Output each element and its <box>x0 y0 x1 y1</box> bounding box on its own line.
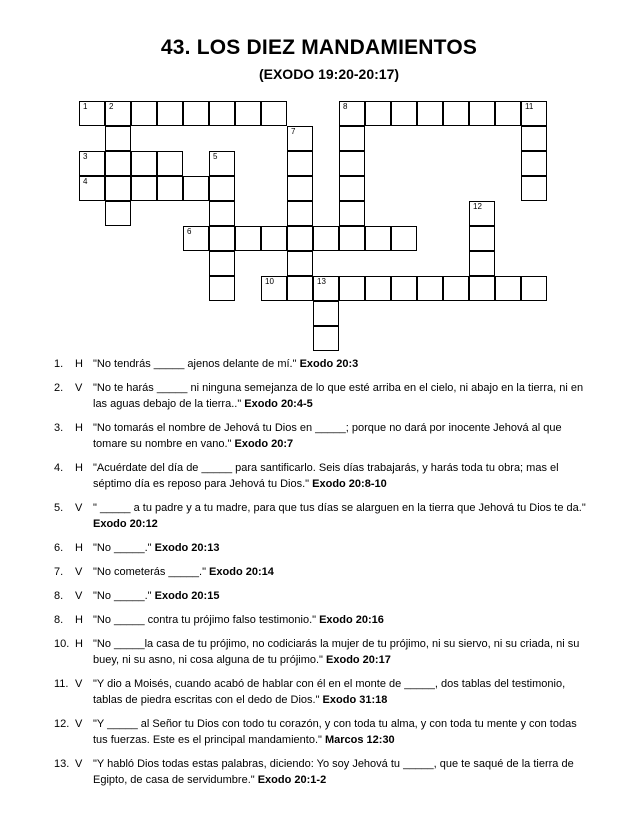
crossword-cell[interactable] <box>105 151 131 176</box>
clue-item <box>54 356 594 372</box>
crossword-cell[interactable] <box>131 151 157 176</box>
clue-text: "Y dio a Moisés, cuando acabó de hablar con él en el monte de _____, dos tablas del testimonio, tablas de piedra escritas con el dedo de Dios." <box>93 678 566 706</box>
crossword-cell[interactable] <box>105 176 131 201</box>
clue-item <box>54 500 594 532</box>
clue-direction: V <box>75 590 83 602</box>
crossword-cell[interactable] <box>495 276 521 301</box>
clue-reference: Exodo 20:17 <box>326 654 391 666</box>
clue-number: 4. <box>54 462 64 474</box>
crossword-cell[interactable] <box>287 201 313 226</box>
crossword-cell[interactable] <box>287 226 313 251</box>
clue-direction: V <box>75 758 83 770</box>
crossword-cell[interactable] <box>313 301 339 326</box>
crossword-cell[interactable] <box>79 101 105 126</box>
clue-number: 8. <box>54 590 64 602</box>
cell-number: 4 <box>83 177 88 186</box>
crossword-cell[interactable] <box>183 101 209 126</box>
clue-number: 5. <box>54 502 64 514</box>
cell-number: 11 <box>525 102 534 111</box>
crossword-cell[interactable] <box>287 276 313 301</box>
crossword-cell[interactable] <box>365 101 391 126</box>
crossword-cell[interactable] <box>339 101 365 126</box>
crossword-cell[interactable] <box>365 226 391 251</box>
crossword-cell[interactable] <box>391 101 417 126</box>
clue-number: 7. <box>54 566 64 578</box>
cell-number: 6 <box>187 227 192 236</box>
crossword-cell[interactable] <box>157 151 183 176</box>
clue-number: 12. <box>54 718 70 730</box>
crossword-cell[interactable] <box>495 101 521 126</box>
clue-number: 11. <box>54 678 69 690</box>
clue-item <box>54 612 594 628</box>
crossword-cell[interactable] <box>417 101 443 126</box>
clue-number: 1. <box>54 358 64 370</box>
cell-number: 3 <box>83 152 88 161</box>
crossword-cell[interactable] <box>105 201 131 226</box>
crossword-cell[interactable] <box>287 126 313 151</box>
clue-text: " _____ a tu padre y a tu madre, para que tus días se alarguen en la tierra que Jehová tu Dios te da." <box>93 502 586 514</box>
cell-number: 7 <box>291 127 296 136</box>
crossword-cell[interactable] <box>339 226 365 251</box>
clue-direction: H <box>75 638 83 650</box>
clue-text: "No cometerás _____." <box>93 566 210 578</box>
clue-direction: V <box>75 566 83 578</box>
clue-reference: Marcos 12:30 <box>324 734 395 746</box>
crossword-cell[interactable] <box>183 176 209 201</box>
cell-number: 8 <box>343 102 348 111</box>
clue-reference: Exodo 20:8-10 <box>312 478 387 490</box>
clue-item <box>54 380 594 412</box>
crossword-cell[interactable] <box>209 226 235 251</box>
clue-item <box>54 420 594 452</box>
clue-number: 10. <box>54 638 70 650</box>
clue-item <box>54 716 594 748</box>
clue-number: 8. <box>54 614 64 626</box>
crossword-grid <box>0 0 638 360</box>
crossword-cell[interactable] <box>79 176 105 201</box>
crossword-cell[interactable] <box>209 276 235 301</box>
cell-number: 5 <box>213 152 218 161</box>
cell-number: 10 <box>265 277 274 286</box>
clue-text: "No _____." <box>93 590 155 602</box>
clue-direction: H <box>75 422 83 434</box>
crossword-cell[interactable] <box>261 276 287 301</box>
crossword-cell[interactable] <box>469 276 495 301</box>
cell-number: 13 <box>317 277 326 286</box>
crossword-cell[interactable] <box>469 251 495 276</box>
page-subtitle: (EXODO 19:20-20:17) <box>258 66 400 82</box>
crossword-cell[interactable] <box>443 101 469 126</box>
crossword-cell[interactable] <box>391 276 417 301</box>
crossword-cell[interactable] <box>521 126 547 151</box>
crossword-cell[interactable] <box>79 151 105 176</box>
crossword-cell[interactable] <box>209 201 235 226</box>
page-title: 43. LOS DIEZ MANDAMIENTOS <box>160 36 478 59</box>
crossword-cell[interactable] <box>105 101 131 126</box>
clue-number: 2. <box>54 382 64 394</box>
crossword-cell[interactable] <box>105 126 131 151</box>
clue-direction: V <box>75 382 83 394</box>
cell-number: 1 <box>83 102 88 111</box>
crossword-cell[interactable] <box>157 101 183 126</box>
clue-reference: Exodo 20:12 <box>93 518 158 530</box>
crossword-cell[interactable] <box>521 101 547 126</box>
crossword-cell[interactable] <box>209 251 235 276</box>
clue-text: "Acuérdate del día de _____ para santificarlo. Seis días trabajarás, y harás toda tu obra; mas el séptimo día es reposo para Jehová tu Dios." <box>93 462 559 490</box>
crossword-cell[interactable] <box>339 176 365 201</box>
clue-item <box>54 636 594 668</box>
cell-number: 12 <box>473 202 482 211</box>
clue-number: 13. <box>54 758 70 770</box>
clue-text: "No _____ contra tu prójimo falso testimonio." <box>93 614 320 626</box>
clue-item <box>54 756 594 788</box>
crossword-cell[interactable] <box>261 101 287 126</box>
clue-text: "No _____." <box>93 542 155 554</box>
crossword-cell[interactable] <box>521 151 547 176</box>
clue-direction: H <box>75 462 83 474</box>
crossword-cell[interactable] <box>209 151 235 176</box>
crossword-cell[interactable] <box>339 276 365 301</box>
clue-list <box>54 356 594 796</box>
clue-direction: V <box>75 718 83 730</box>
clue-item <box>54 540 594 556</box>
clue-text: "Y _____ al Señor tu Dios con todo tu corazón, y con toda tu alma, y con toda tu mente y con todas tus fuerzas. Este es el principal mandamiento." <box>93 718 577 746</box>
clue-direction: H <box>75 542 83 554</box>
crossword-cell[interactable] <box>313 326 339 351</box>
clue-direction: V <box>75 678 83 690</box>
cell-number: 2 <box>109 102 114 111</box>
crossword-cell[interactable] <box>469 201 495 226</box>
clue-text: "No _____la casa de tu prójimo, no codiciarás la mujer de tu prójimo, ni su siervo, ni su criada, ni su buey, ni su asno, ni cosa alguna de tu prójimo." <box>93 638 580 666</box>
crossword-cell[interactable] <box>183 226 209 251</box>
clue-text: "Y habló Dios todas estas palabras, diciendo: Yo soy Jehová tu _____, que te saqué de la tierra de Egipto, de casa de servidumbre." <box>93 758 574 786</box>
crossword-cell[interactable] <box>235 226 261 251</box>
crossword-cell[interactable] <box>131 101 157 126</box>
clue-direction: H <box>75 614 83 626</box>
crossword-cell[interactable] <box>339 126 365 151</box>
crossword-cell[interactable] <box>209 101 235 126</box>
clue-text: "No tendrás _____ ajenos delante de mí." <box>93 358 300 370</box>
clue-item <box>54 676 594 708</box>
clue-reference: Exodo 31:18 <box>322 694 388 706</box>
crossword-cell[interactable] <box>469 101 495 126</box>
clue-reference: Exodo 20:16 <box>319 614 384 626</box>
clue-reference: Exodo 20:7 <box>234 438 294 450</box>
clue-reference: Exodo 20:1-2 <box>257 774 327 786</box>
crossword-cell[interactable] <box>131 176 157 201</box>
crossword-cell[interactable] <box>235 101 261 126</box>
crossword-cell[interactable] <box>339 151 365 176</box>
clue-reference: Exodo 20:14 <box>209 566 274 578</box>
clue-item <box>54 588 594 604</box>
crossword-cell[interactable] <box>469 226 495 251</box>
crossword-cell[interactable] <box>365 276 391 301</box>
clue-number: 3. <box>54 422 64 434</box>
crossword-cell[interactable] <box>339 201 365 226</box>
crossword-cell[interactable] <box>391 226 417 251</box>
crossword-cell[interactable] <box>157 176 183 201</box>
crossword-cell[interactable] <box>313 226 339 251</box>
crossword-cell[interactable] <box>443 276 469 301</box>
clue-item <box>54 460 594 492</box>
crossword-cell[interactable] <box>209 176 235 201</box>
clue-reference: Exodo 20:4-5 <box>244 398 313 410</box>
clue-direction: V <box>75 502 83 514</box>
crossword-cell[interactable] <box>313 276 339 301</box>
crossword-cell[interactable] <box>521 176 547 201</box>
clue-text: "No tomarás el nombre de Jehová tu Dios en _____; porque no dará por inocente Jehová al que tomare su nombre en vano." <box>93 422 562 450</box>
crossword-cell[interactable] <box>261 226 287 251</box>
clue-text: "No te harás _____ ni ninguna semejanza de lo que esté arriba en el cielo, ni abajo en la tierra, ni en las aguas debajo de la tierra.." <box>93 382 584 410</box>
crossword-cell[interactable] <box>287 251 313 276</box>
clue-reference: Exodo 20:15 <box>154 590 220 602</box>
crossword-cell[interactable] <box>287 151 313 176</box>
clue-reference: Exodo 20:3 <box>299 358 359 370</box>
crossword-cell[interactable] <box>521 276 547 301</box>
clue-reference: Exodo 20:13 <box>154 542 220 554</box>
crossword-cell[interactable] <box>417 276 443 301</box>
clue-direction: H <box>75 358 83 370</box>
clue-number: 6. <box>54 542 64 554</box>
crossword-cell[interactable] <box>287 176 313 201</box>
clue-item <box>54 564 594 580</box>
